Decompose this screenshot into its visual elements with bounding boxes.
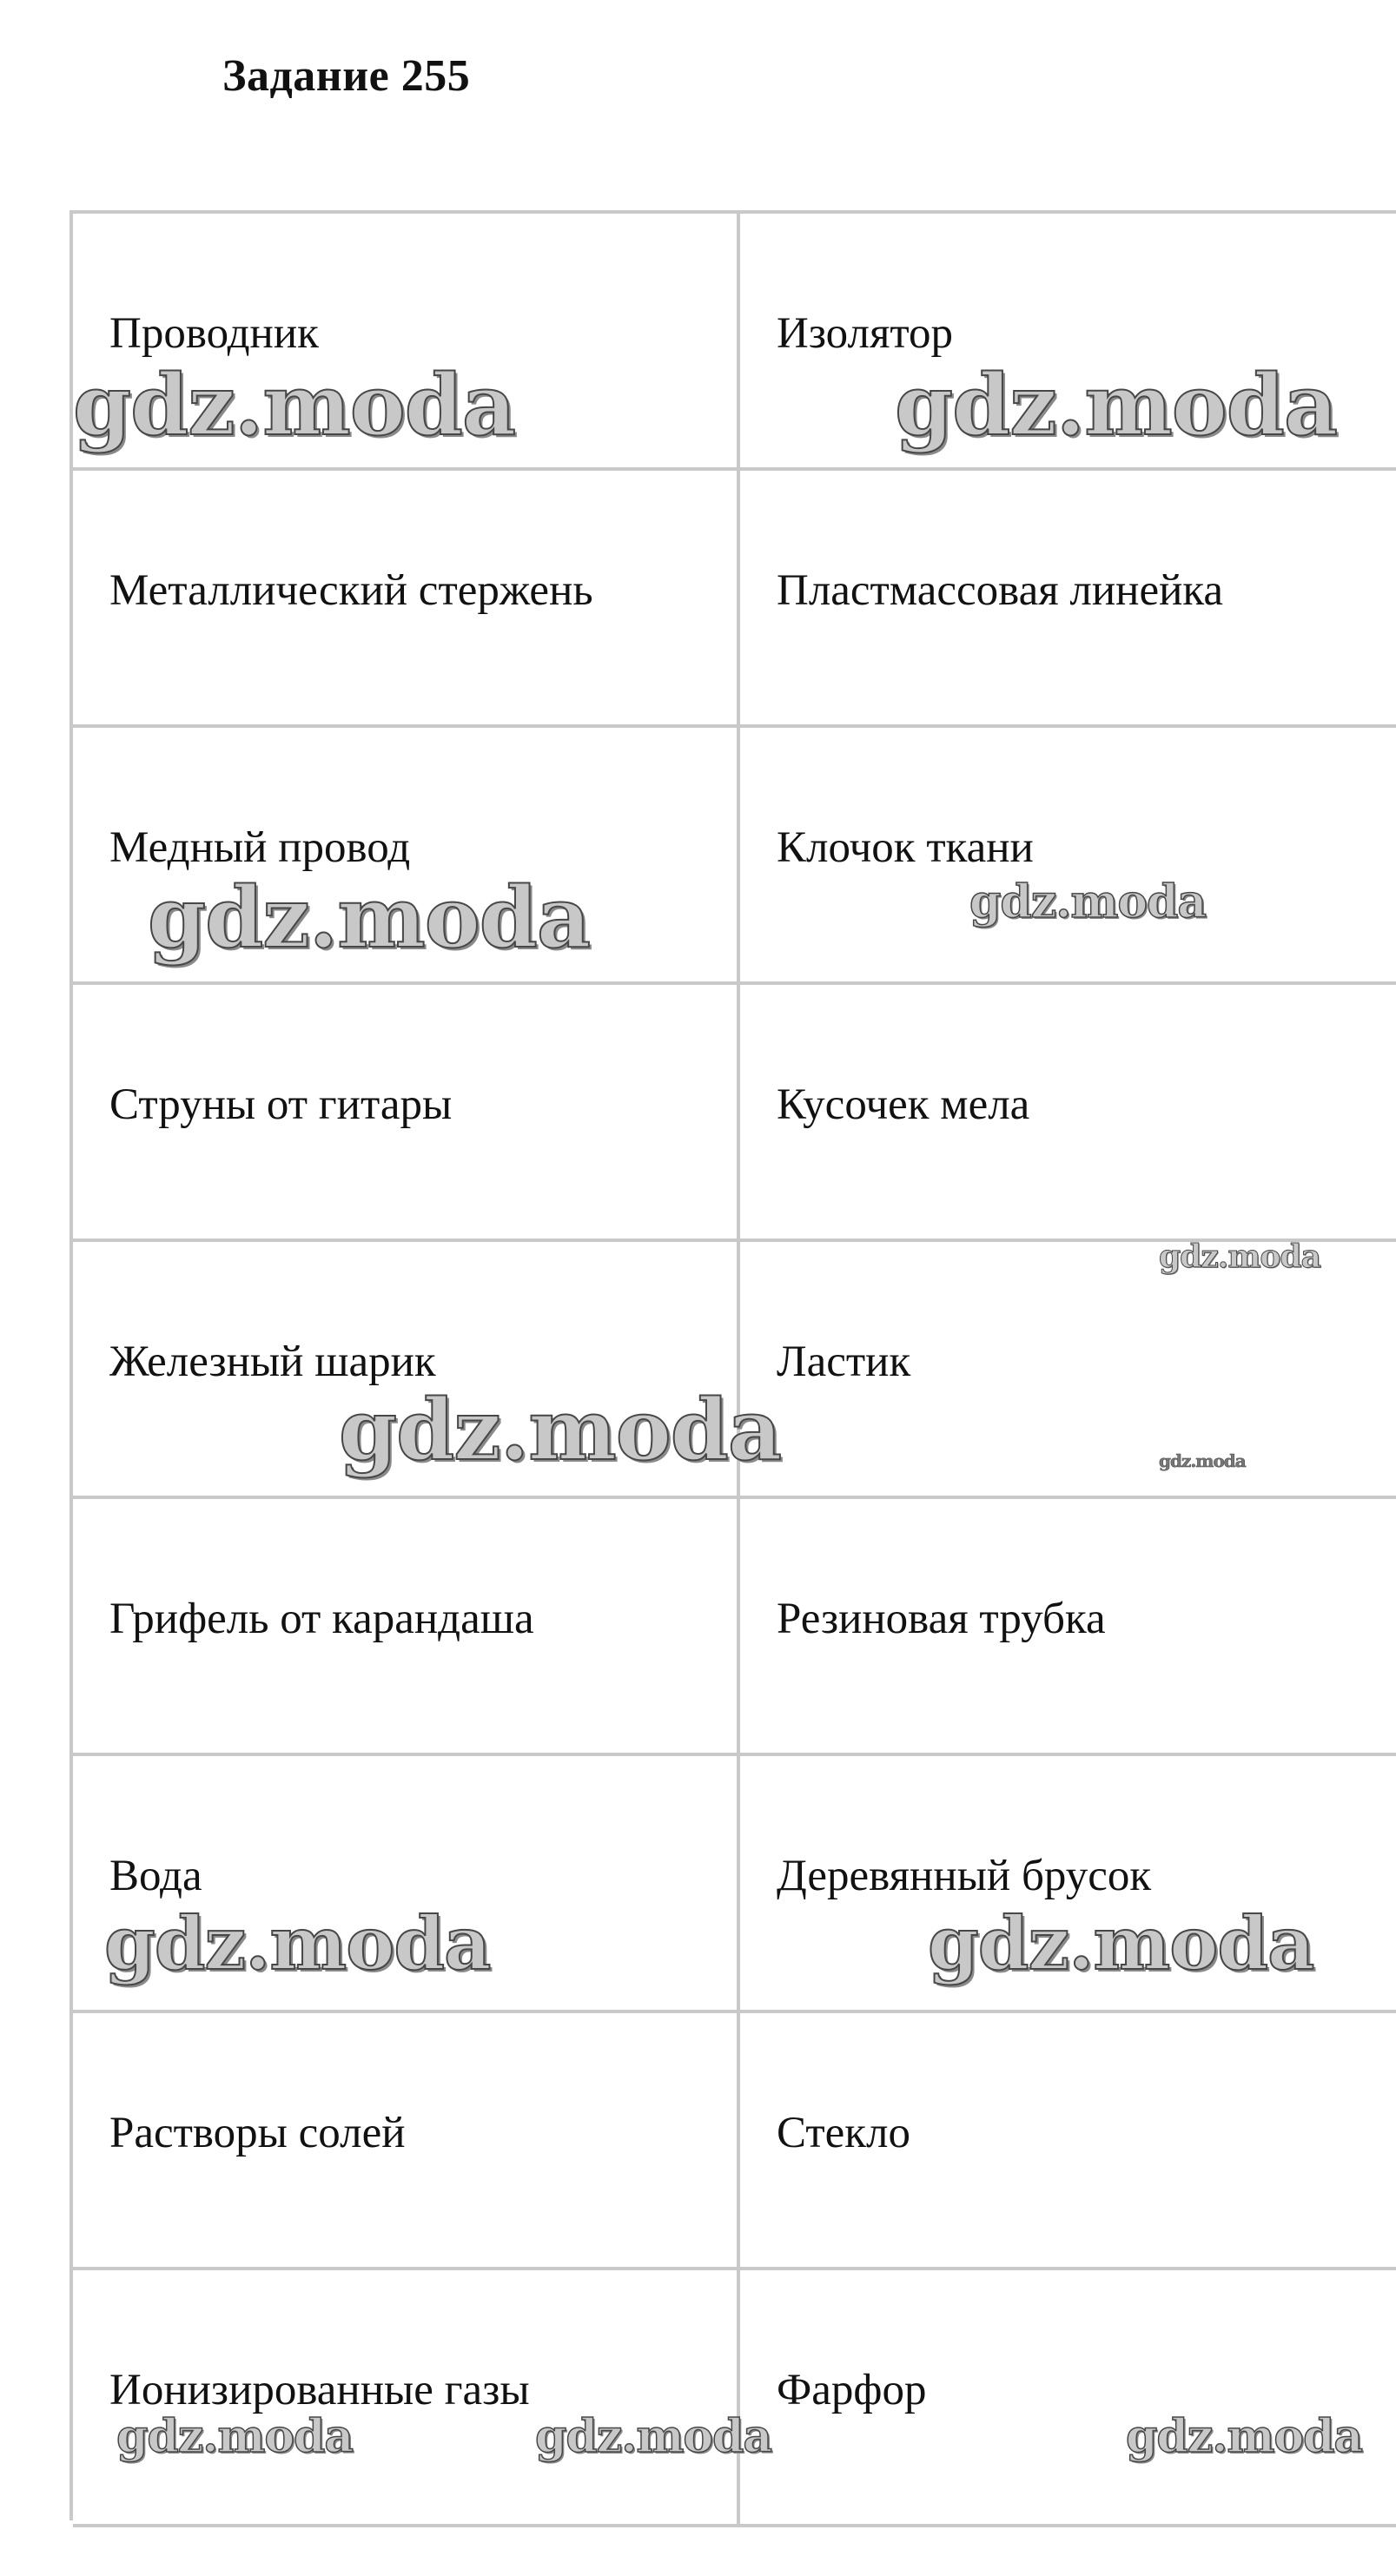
watermark: gdz.moda xyxy=(1126,2410,1363,2463)
table-cell-right xyxy=(740,1242,1396,1496)
watermark: gdz.moda xyxy=(969,875,1207,928)
table-cell-right xyxy=(740,728,1396,981)
table-row xyxy=(73,2270,1396,2527)
watermark: gdz.moda xyxy=(339,1381,782,1479)
watermark: gdz.moda xyxy=(1159,1450,1246,1471)
insulator-item: Клочок ткани xyxy=(777,823,1034,872)
table-cell-right xyxy=(740,2013,1396,2267)
insulator-item: Стекло xyxy=(777,2109,910,2157)
column-header-insulator: Изолятор xyxy=(777,309,954,358)
insulator-item: Пластмассовая линейка xyxy=(777,566,1224,615)
conductor-item: Вода xyxy=(109,1852,202,1900)
insulator-item: Ластик xyxy=(777,1338,911,1386)
watermark: gdz.moda xyxy=(1159,1238,1320,1275)
table-cell-left xyxy=(73,985,740,1238)
insulator-item: Деревянный брусок xyxy=(777,1852,1152,1900)
table-cell-left xyxy=(73,2013,740,2267)
conductor-item: Ионизированные газы xyxy=(109,2366,530,2414)
conductor-item: Струны от гитары xyxy=(109,1080,453,1129)
table-cell-left xyxy=(73,2270,740,2524)
conductor-item: Грифель от карандаша xyxy=(109,1595,534,1643)
table-cell-left xyxy=(73,471,740,724)
table-row xyxy=(73,1499,1396,1756)
table-cell-right xyxy=(740,471,1396,724)
conductor-item: Растворы солей xyxy=(109,2109,406,2157)
table-row xyxy=(73,2013,1396,2270)
watermark: gdz.moda xyxy=(928,1900,1314,1986)
watermark: gdz.moda xyxy=(104,1900,491,1986)
insulator-item: Фарфор xyxy=(777,2366,927,2414)
table-cell-right xyxy=(740,985,1396,1238)
watermark: gdz.moda xyxy=(73,356,516,454)
watermark: gdz.moda xyxy=(895,356,1338,454)
table-row xyxy=(73,471,1396,728)
table-cell-right xyxy=(740,2270,1396,2524)
table-cell-left xyxy=(73,1499,740,1753)
insulator-item: Кусочек мела xyxy=(777,1080,1030,1129)
watermark: gdz.moda xyxy=(148,869,591,967)
watermark: gdz.moda xyxy=(116,2410,354,2463)
column-header-conductor: Проводник xyxy=(109,309,319,358)
table-row xyxy=(73,985,1396,1242)
watermark: gdz.moda xyxy=(535,2410,772,2463)
page-title: Задание 255 xyxy=(222,51,471,101)
insulator-item: Резиновая трубка xyxy=(777,1595,1106,1643)
conductor-item: Железный шарик xyxy=(109,1338,436,1386)
conductor-insulator-table xyxy=(69,210,1396,2520)
table-cell-right xyxy=(740,1499,1396,1753)
conductor-item: Металлический стержень xyxy=(109,566,593,615)
conductor-item: Медный провод xyxy=(109,823,411,872)
